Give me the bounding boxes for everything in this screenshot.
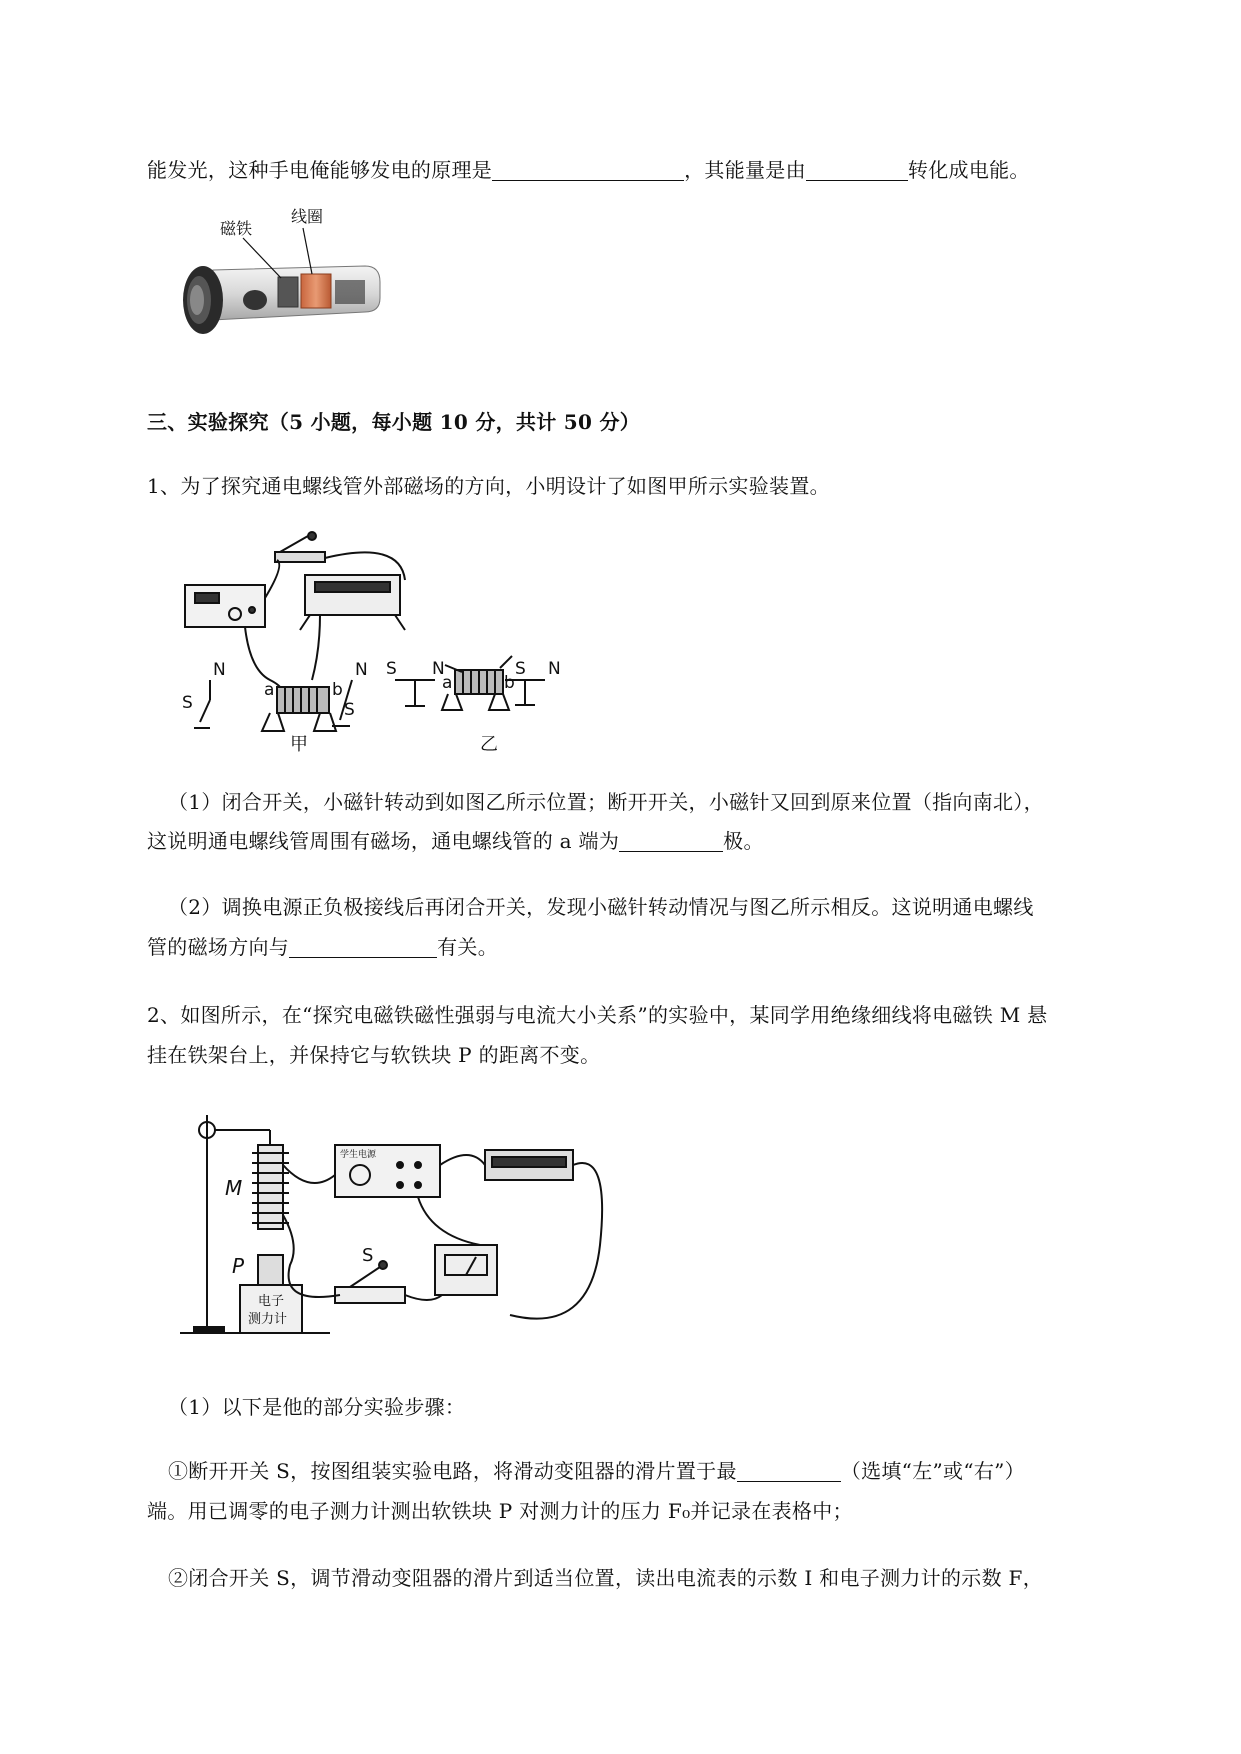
magnet-block: [278, 277, 298, 307]
end-a-yi: a: [442, 673, 453, 693]
soft-iron-P: [258, 1255, 283, 1285]
electromagnet-M: [258, 1145, 283, 1229]
q2-stem-line2: 挂在铁架台上，并保持它与软铁块 P 的距离不变。: [147, 1043, 601, 1067]
knife-switch: [275, 552, 325, 562]
power-supply-label: 学生电源: [340, 1150, 377, 1160]
q1-sub2-tail: 有关。: [437, 935, 499, 959]
q2-step1-text: ①断开开关 S，按图组装实验电路，将滑动变阻器的滑片置于最: [168, 1459, 737, 1483]
q1-sub1-line1: （1）闭合开关，小磁针转动到如图乙所示位置；断开开关，小磁针又回到原来位置（指向南北），: [168, 790, 1044, 814]
label-P: P: [232, 1254, 245, 1278]
pole-S-left: S: [182, 693, 193, 713]
label-magnet: 磁铁: [220, 219, 253, 238]
pole-S-yi-left: S: [386, 659, 397, 679]
q1-sub2-text: 管的磁场方向与: [147, 935, 290, 959]
power-supply: [185, 585, 265, 627]
label-S: S: [362, 1245, 374, 1266]
end-b-jia: b: [332, 680, 343, 700]
q2-step1-line2: 端。用已调零的电子测力计测出软铁块 P 对测力计的压力 F₀并记录在表格中；: [147, 1499, 853, 1523]
coil-block: [301, 274, 331, 308]
pole-N-yi-right: N: [548, 659, 561, 679]
electromagnet-figure: [180, 1105, 640, 1345]
flashlight-figure: [175, 207, 395, 370]
end-b-yi: b: [504, 673, 515, 693]
section-heading: 三、实验探究（5 小题，每小题 10 分，共计 50 分）: [147, 410, 641, 434]
pole-S-yi-right: S: [515, 659, 526, 679]
pole-N-right: N: [355, 660, 368, 680]
scale-label-1: 电子: [258, 1294, 285, 1309]
scale-label-2: 测力计: [248, 1312, 288, 1327]
answer-blank-energy[interactable]: [806, 160, 908, 181]
label-M: M: [225, 1176, 243, 1200]
q2-stem-line1: 2、如图所示，在“探究电磁铁磁性强弱与电流大小关系”的实验中，某同学用绝缘细线将电磁铁 M 悬: [147, 1003, 1048, 1027]
pole-N-yi-left: N: [432, 659, 445, 679]
q2-step1-line1: [168, 1459, 1025, 1483]
intro-text-2: ，其能量是由: [684, 158, 806, 182]
q2-step1-hint: （选填“左”或“右”）: [840, 1459, 1025, 1483]
intro-text-3: 转化成电能。: [907, 158, 1030, 182]
q1-sub1-line2: [147, 829, 764, 853]
label-coil: 线圈: [291, 207, 324, 226]
caption-yi: 乙: [480, 734, 498, 755]
answer-blank-direction[interactable]: [289, 937, 437, 958]
q1-sub1-text: 这说明通电螺线管周围有磁场，通电螺线管的 a 端为: [147, 829, 620, 853]
pole-S-right: S: [344, 700, 355, 720]
switch-S: [335, 1287, 405, 1303]
q1-stem: 1、为了探究通电螺线管外部磁场的方向，小明设计了如图甲所示实验装置。: [147, 474, 830, 498]
pole-N-left: N: [213, 660, 226, 680]
solenoid-figure: [180, 530, 660, 755]
caption-jia: 甲: [290, 734, 308, 755]
q2-step2-line1: ②闭合开关 S，调节滑动变阻器的滑片到适当位置，读出电流表的示数 I 和电子测力计的示数 F，: [168, 1566, 1044, 1590]
end-a-jia: a: [264, 680, 275, 700]
q2-sub1: （1）以下是他的部分实验步骤：: [168, 1395, 466, 1419]
intro-line: [147, 158, 1030, 182]
q1-sub2-line2: [147, 935, 498, 959]
intro-text-1: 能发光，这种手电俺能够发电的原理是: [147, 158, 493, 182]
q1-sub1-tail: 极。: [723, 829, 764, 853]
answer-blank-principle[interactable]: [492, 160, 684, 181]
answer-blank-a-pole[interactable]: [619, 831, 723, 852]
answer-blank-slider[interactable]: [737, 1461, 841, 1482]
q1-sub2-line1: （2）调换电源正负极接线后再闭合开关，发现小磁针转动情况与图乙所示相反。这说明通电螺线: [168, 895, 1034, 919]
